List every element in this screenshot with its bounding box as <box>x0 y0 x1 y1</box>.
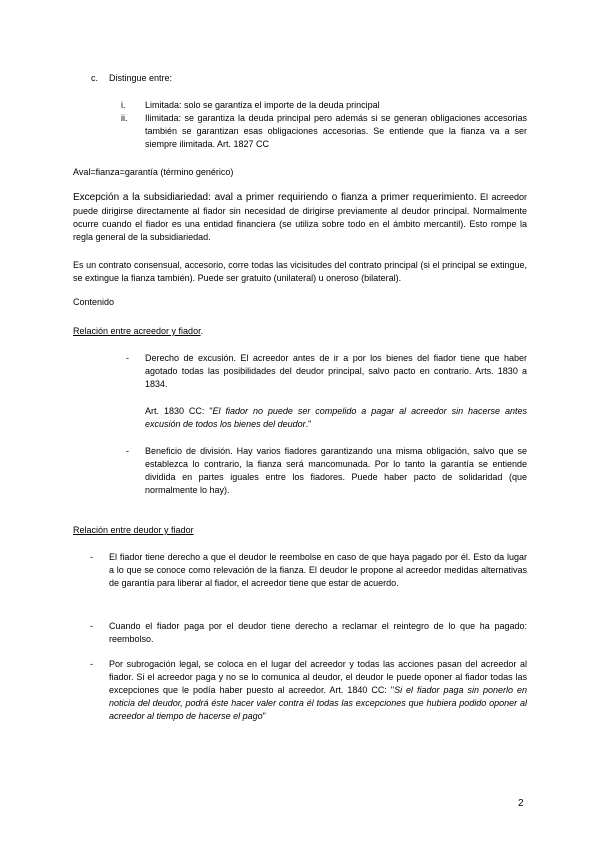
art-1830-text: El fiador no puede ser compelido a pagar al acreedor sin hacerse antes excusión de todos los bienes del deudor <box>145 406 527 429</box>
bullet-marker: - <box>126 446 129 456</box>
list-marker-c: c. <box>91 73 99 83</box>
excepcion-rest: El acreedor puede dirigirse directamente al fiador sin necesidad de dirigirse previamente al deudor principal. Normalmente ocurre cuando el fiador es una entidad financiera (se utiliza sobre todo en el ámbito mercantil). Esto rompe la regla general de la subsidiariedad. <box>73 192 527 242</box>
bullet-marker: - <box>90 621 93 631</box>
beneficio-division-item: Beneficio de división. Hay varios fiadores garantizando una misma obligación, salvo que se establezca lo contrario, la fianza será mancomunada. Por lo tanto la garantía se entiende dividida en partes iguales entre los fiadores. Puede haber pacto de solidaridad (que normalmente lo hay). <box>145 446 527 495</box>
art-1840-quote-close: " <box>262 711 266 721</box>
roman-item-ilimitada: Ilimitada: se garantiza la deuda principal pero además si se generan obligaciones accesorias también se garantizan esas obligaciones accesorias. Se entiende que la fianza va a ser siempre ilimitada. Art. 1827 CC <box>145 113 527 149</box>
reembolso-item: El fiador tiene derecho a que el deudor le reembolse en caso de que haya pagado por él. Esto da lugar a lo que se conoce como relevación de la fianza. El deudor le propone al acreedor medidas alternativas de garantía para liberar al fiador, el acreedor tiene que estar de acuerdo. <box>109 552 527 588</box>
bullet-marker: - <box>126 353 129 363</box>
reintegro-item: Cuando el fiador paga por el deudor tiene derecho a reclamar el reintegro de lo que ha pagado: reembolso. <box>109 621 527 644</box>
art-1840-quote-open: " <box>390 685 395 695</box>
art-1830-quote <box>145 405 527 431</box>
excepcion-lead: Excepción a la subsidiariedad: aval a primer requiriendo o fianza a primer requerimiento. <box>73 192 477 203</box>
subrogacion-text: Por subrogación legal, se coloca en el lugar del acreedor y todas las acciones pasan del acreedor al fiador. Si el acreedor paga y no se lo comunica al deudor, el deudor le puede oponer al fiador todas las excepciones que le podía haber puesto al acreedor. Art. 1840 CC: <box>109 659 527 695</box>
section-title-text: Relación entre acreedor y fiador <box>73 326 201 336</box>
bullet-marker: - <box>90 552 93 562</box>
art-1840-quote: Si el fiador paga sin ponerlo en noticia del deudor, podrá éste hacer valer contra él todas las excepciones que hubiera podido oponer al acreedor al tiempo de hacerse el pago <box>109 685 527 721</box>
section-title-acreedor-fiador <box>73 325 203 338</box>
contrato-paragraph: Es un contrato consensual, accesorio, corre todas las vicisitudes del contrato principal (si el principal se extingue, se extingue la fianza también). Puede ser gratuito (unilateral) u oneroso (bilateral). <box>73 260 527 283</box>
section-title-deudor-fiador: Relación entre deudor y fiador <box>73 525 194 535</box>
art-1830-suffix: ." <box>305 419 312 429</box>
distingue-heading: Distingue entre: <box>109 73 173 83</box>
roman-marker-2: ii. <box>121 113 128 123</box>
contenido-heading: Contenido <box>73 297 115 307</box>
section-title-period: . <box>200 326 204 336</box>
art-1830-prefix: Art. 1830 CC: " <box>145 406 213 416</box>
excepcion-paragraph <box>73 191 527 244</box>
derecho-excusion-item: Derecho de excusión. El acreedor antes de ir a por los bienes del fiador tiene que haber agotado todas las posibilidades del deudor principal, salvo pacto en contrario. Arts. 1830 a 1834. <box>145 353 527 389</box>
aval-line: Aval=fianza=garantía (término genérico) <box>73 167 234 177</box>
roman-marker-1: i. <box>121 100 126 110</box>
bullet-marker: - <box>90 659 93 669</box>
subrogacion-item <box>109 658 527 723</box>
roman-item-limitada: Limitada: solo se garantiza el importe de la deuda principal <box>145 100 380 110</box>
page-number: 2 <box>518 798 524 809</box>
